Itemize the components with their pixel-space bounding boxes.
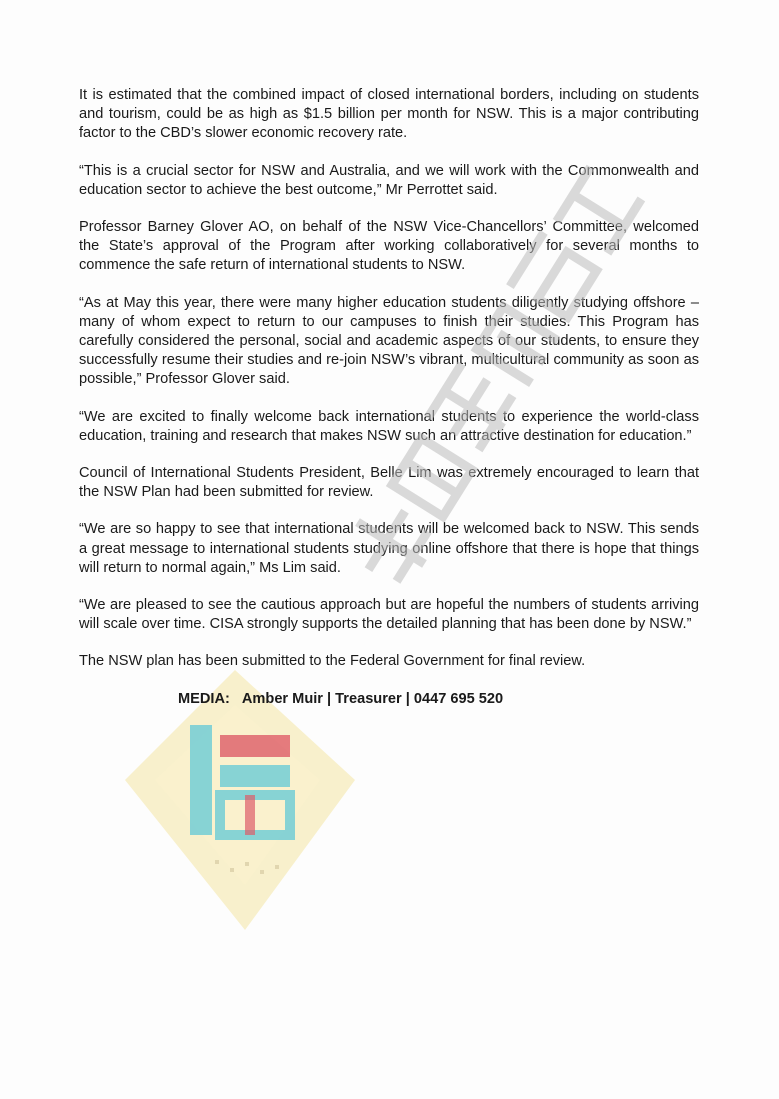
media-contact	[178, 690, 699, 709]
document-body	[79, 86, 699, 709]
paragraph-economic-impact: It is estimated that the combined impact of closed international borders, including on students and tourism, could be as high as $1.5 billion per month for NSW. This is a major contributing factor to the CBD’s slower economic recovery rate.	[79, 87, 699, 142]
paragraph-glover-quote: “As at May this year, there were many higher education students diligently studying offshore – many of whom expect to return to our campuses to finish their studies. This Program has carefully considered the personal, social and academic aspects of our students, to ensure they successfully resume their studies and re-join NSW’s vibrant, multicultural community as soon as possible,” Professor Glover said.	[79, 294, 699, 388]
media-label: MEDIA:	[178, 690, 230, 707]
paragraph-lim-quote: “We are so happy to see that international students will be welcomed back to NSW. This sends a great message to international students studying online offshore that there is hope that things will return to normal again,” Ms Lim said.	[79, 521, 699, 576]
paragraph-lim-quote-2: “We are pleased to see the cautious approach but are hopeful the numbers of students arriving will scale over time. CISA strongly supports the detailed planning that has been done by NSW.”	[79, 597, 699, 633]
paragraph-glover-quote-2: “We are excited to finally welcome back international students to experience the world-class education, training and research that makes NSW such an attractive destination for education.”	[79, 408, 699, 444]
paragraph-glover-intro: Professor Barney Glover AO, on behalf of the NSW Vice-Chancellors’ Committee, welcomed the State’s approval of the Program after working collaboratively for several months to commence the safe return of international students to NSW.	[79, 219, 699, 274]
media-contact-details: Amber Muir | Treasurer | 0447 695 520	[241, 690, 504, 707]
paragraph-lim-intro: Council of International Students President, Belle Lim was extremely encouraged to learn that the NSW Plan had been submitted for review.	[79, 465, 699, 501]
paragraph-perrottet-quote: “This is a crucial sector for NSW and Australia, and we will work with the Commonwealth and education sector to achieve the best outcome,” Mr Perrottet said.	[79, 162, 699, 198]
paragraph-final-review: The NSW plan has been submitted to the Federal Government for final review.	[79, 653, 586, 670]
